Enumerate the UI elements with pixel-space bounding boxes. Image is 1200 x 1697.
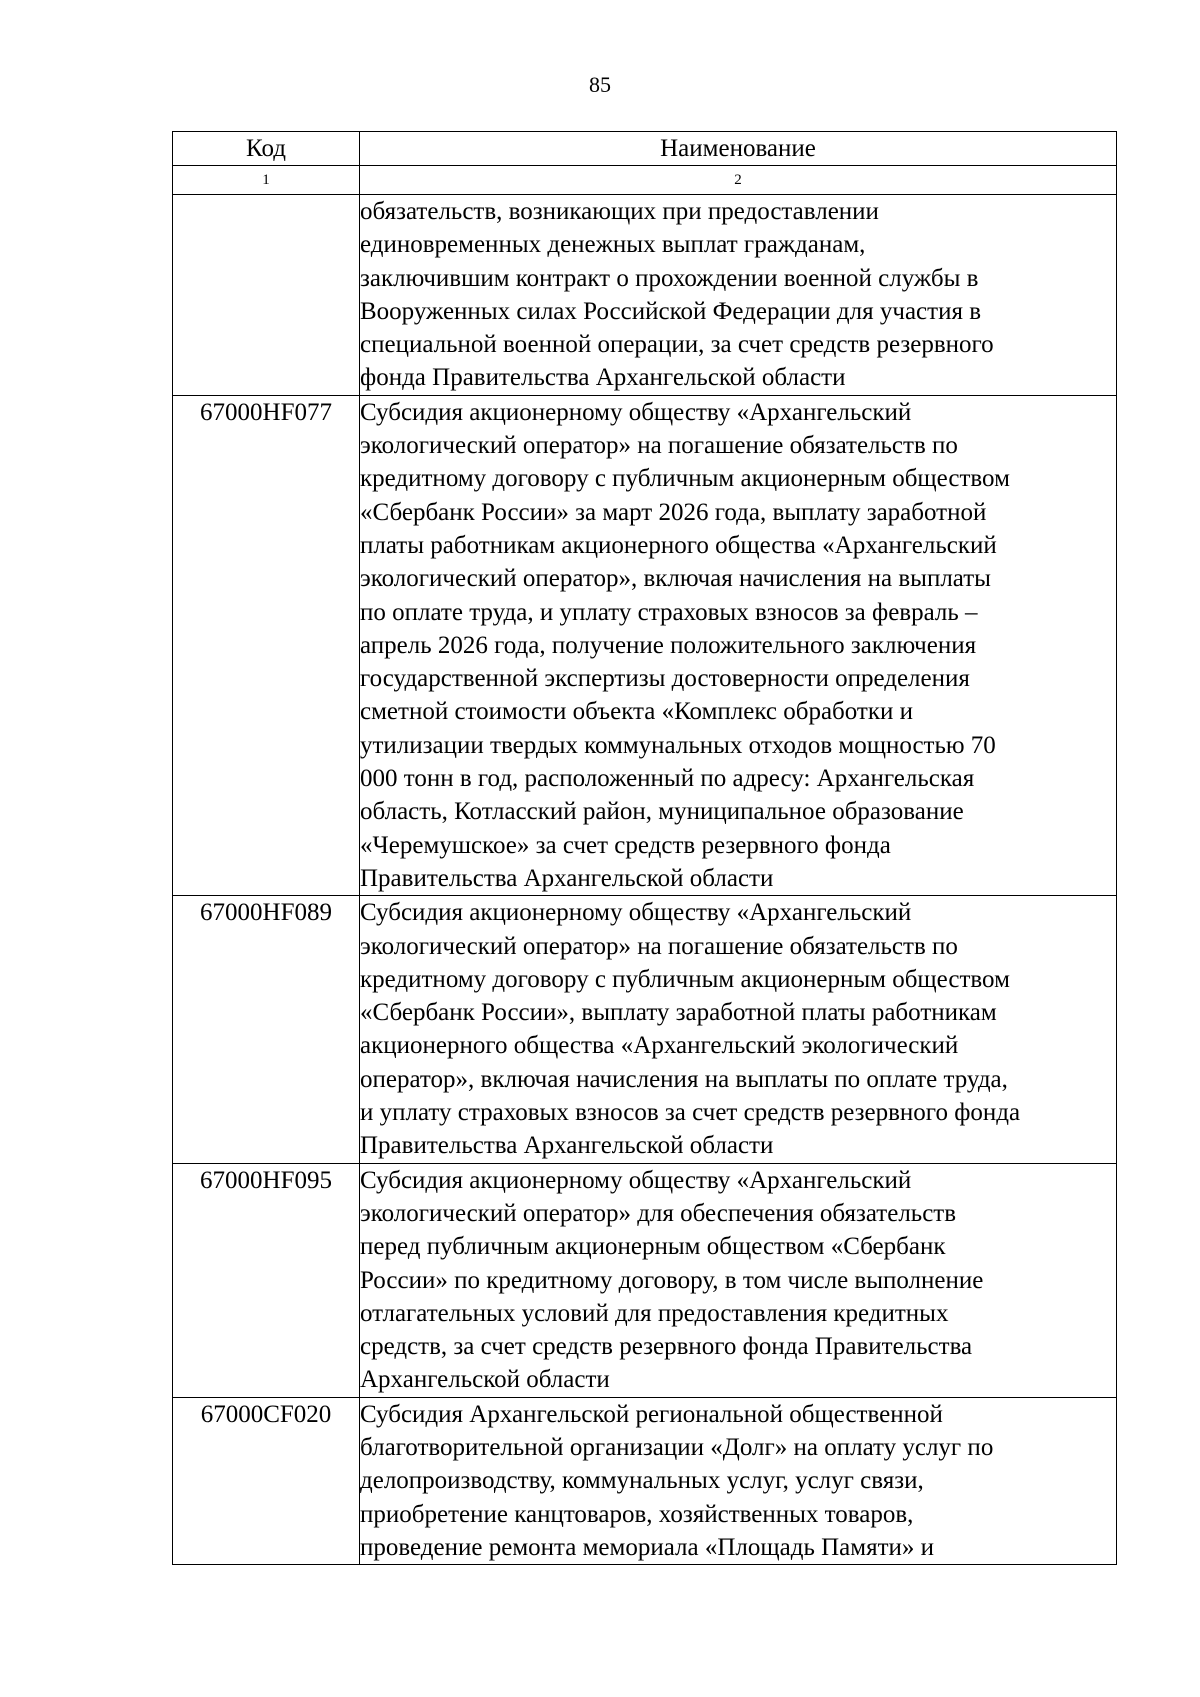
row-name-line: экологический оператор» на погашение обязательств по	[360, 932, 958, 960]
table-row	[173, 896, 1117, 1163]
row-name-line: Субсидия акционерному обществу «Архангельский	[360, 899, 912, 927]
table-row	[173, 1397, 1117, 1564]
page-number: 85	[589, 72, 611, 97]
row-name-line: Правительства Архангельской области	[360, 864, 774, 892]
row-code: 67000CF020	[173, 1397, 360, 1564]
row-name-line: Правительства Архангельской области	[360, 1132, 774, 1160]
row-name	[360, 395, 1117, 895]
row-name-line: экологический оператор» на погашение обязательств по	[360, 432, 958, 460]
row-name-line: область, Котласский район, муниципальное образование	[360, 798, 964, 826]
row-name-line: апрель 2026 года, получение положительного заключения	[360, 631, 977, 659]
row-name-line: государственной экспертизы достоверности определения	[360, 665, 970, 693]
table-body	[173, 195, 1117, 1565]
row-name-line: Субсидия Архангельской региональной общественной	[360, 1400, 943, 1428]
row-name-line: «Сбербанк России» за март 2026 года, выплату заработной	[360, 498, 987, 526]
table-row	[173, 395, 1117, 895]
row-name-line: «Черемушское» за счет средств резервного фонда	[360, 831, 891, 859]
row-name-line: 000 тонн в год, расположенный по адресу: Архангельская	[360, 765, 975, 793]
row-name-line: экологический оператор», включая начисления на выплаты	[360, 565, 991, 593]
row-code: 67000HF095	[173, 1163, 360, 1397]
row-name-line: «Сбербанк России», выплату заработной платы работникам	[360, 999, 997, 1027]
row-name-line: отлагательных условий для предоставления кредитных	[360, 1299, 949, 1327]
row-name-line: Архангельской области	[360, 1366, 610, 1394]
row-name-line: перед публичным акционерным обществом «Сбербанк	[360, 1233, 946, 1261]
row-code	[173, 195, 360, 396]
header-name: Наименование	[360, 132, 1117, 166]
row-name-line: акционерного общества «Архангельский экологический	[360, 1032, 959, 1060]
budget-classification-table	[172, 131, 1117, 1565]
table-header-row	[173, 132, 1117, 166]
row-name-line: кредитному договору с публичным акционерным обществом	[360, 465, 1010, 493]
row-name-line: кредитному договору с публичным акционерным обществом	[360, 965, 1010, 993]
row-code: 67000HF077	[173, 395, 360, 895]
row-name	[360, 1163, 1117, 1397]
row-name-line: проведение ремонта мемориала «Площадь Памяти» и	[360, 1533, 934, 1561]
row-name-line: специальной военной операции, за счет средств резервного	[360, 331, 994, 359]
row-name-line: платы работникам акционерного общества «Архангельский	[360, 531, 997, 559]
row-name-line: заключившим контракт о прохождении военной службы в	[360, 264, 979, 292]
row-name-line: по оплате труда, и уплату страховых взносов за февраль –	[360, 598, 978, 626]
row-name-line: утилизации твердых коммунальных отходов мощностью 70	[360, 731, 996, 759]
row-name-line: России» по кредитному договору, в том числе выполнение	[360, 1266, 984, 1294]
column-number-1: 1	[173, 166, 360, 195]
row-name-line: средств, за счет средств резервного фонда Правительства	[360, 1333, 973, 1361]
row-name-line: оператор», включая начисления на выплаты по оплате труда,	[360, 1065, 1008, 1093]
column-number-2: 2	[360, 166, 1117, 195]
row-name-line: обязательств, возникающих при предоставлении	[360, 198, 879, 225]
row-name-line: и уплату страховых взносов за счет средств резервного фонда	[360, 1099, 1021, 1127]
table-row	[173, 195, 1117, 396]
header-code: Код	[173, 132, 360, 166]
row-name	[360, 1397, 1117, 1564]
row-name-line: благотворительной организации «Долг» на оплату услуг по	[360, 1433, 994, 1461]
row-name	[360, 896, 1117, 1163]
row-name-line: Субсидия акционерному обществу «Архангельский	[360, 1166, 912, 1194]
column-number-row	[173, 166, 1117, 195]
row-name-line: Вооруженных силах Российской Федерации для участия в	[360, 297, 981, 325]
row-name	[360, 195, 1117, 396]
table-row	[173, 1163, 1117, 1397]
row-name-line: единовременных денежных выплат гражданам,	[360, 231, 866, 259]
row-name-line: сметной стоимости объекта «Комплекс обработки и	[360, 698, 914, 726]
row-name-line: фонда Правительства Архангельской области	[360, 364, 846, 392]
row-name-line: экологический оператор» для обеспечения обязательств	[360, 1199, 957, 1227]
row-name-line: делопроизводству, коммунальных услуг, услуг связи,	[360, 1467, 924, 1495]
row-name-line: приобретение канцтоваров, хозяйственных товаров,	[360, 1500, 914, 1528]
row-code: 67000HF089	[173, 896, 360, 1163]
row-name-line: Субсидия акционерному обществу «Архангельский	[360, 398, 912, 426]
